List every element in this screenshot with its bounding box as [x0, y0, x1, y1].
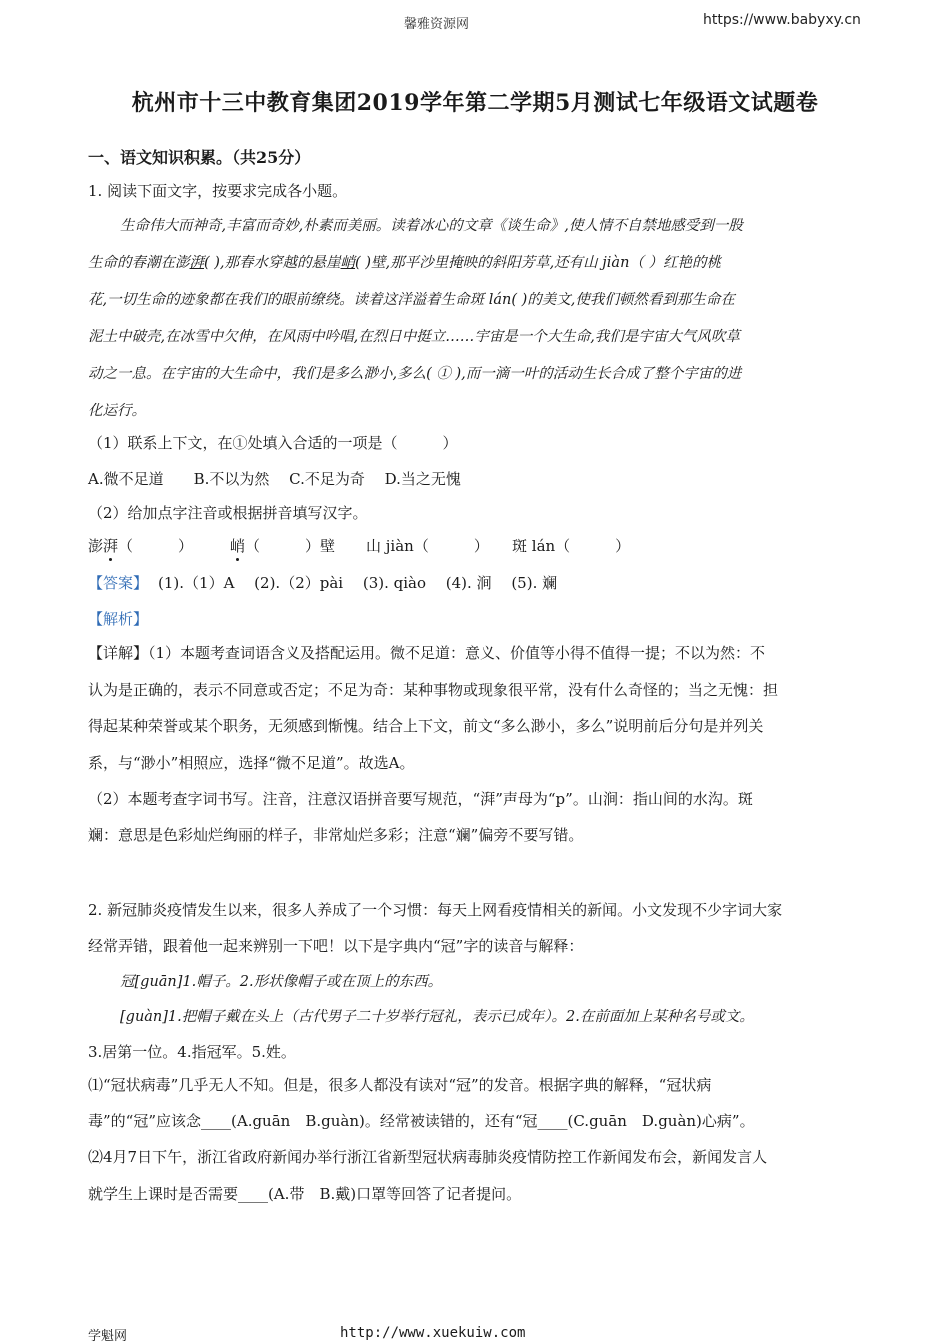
dotted-char: 湃 [103, 537, 119, 555]
section-heading: 一、语文知识积累。（共25分） [88, 148, 311, 167]
exam-title: 杭州市十三中教育集团2019学年第二学期5月测试七年级语文试题卷 [131, 90, 819, 116]
fill-blank: （ ）壁 [245, 537, 336, 555]
underlined-char: 峭 [340, 255, 356, 271]
q2-line: 经常弄错，跟着他一起来辨别一下吧！以下是字典内“冠”字的读音与解释： [88, 937, 584, 955]
dict-entry: 冠[guān]1.帽子。2.形状像帽子或在顶上的东西。 [120, 974, 443, 990]
dotted-char: 峭 [230, 537, 246, 555]
passage-line: 动之一息。在宇宙的大生命中，我们是多么渺小,多么( ① ),而一滴一叶的活动生长合成了整个宇宙的进 [88, 366, 742, 382]
q2-sub1: ⑴“冠状病毒”几乎无人不知。但是，很多人都没有读对“冠”的发音。根据字典的解释，“冠状病 [88, 1076, 712, 1094]
passage-text: ( )壁,那平沙里掩映的斜阳芳草,还有山 jiàn（ ）红艳的桃 [355, 255, 722, 271]
q1-stem: 1. 阅读下面文字，按要求完成各小题。 [88, 182, 348, 200]
header-site-name: 馨雅资源网 [404, 17, 470, 32]
passage-line: 泥土中破壳,在冰雪中欠伸，在风雨中吟唱,在烈日中挺立……宇宙是一个大生命,我们是宇宙大气风吹草 [88, 329, 740, 345]
fill-item-qiao [230, 535, 335, 556]
answer-row [88, 572, 557, 593]
detail-line: 斓：意思是色彩灿烂绚丽的样子，非常灿烂多彩；注意“斓”偏旁不要写错。 [88, 826, 584, 844]
q1-options: A.微不足道 B.不以为然 C.不足为奇 D.当之无愧 [88, 470, 461, 488]
q2-line: 2. 新冠肺炎疫情发生以来，很多人养成了一个习惯：每天上网看疫情相关的新闻。小文发现不少字词大家 [88, 901, 783, 919]
detail-line: 认为是正确的，表示不同意或否定；不足为奇：某种事物或现象很平常，没有什么奇怪的；当之无愧：担 [88, 681, 779, 699]
passage-line: 花,一切生命的迹象都在我们的眼前缭绕。读着这洋溢着生命斑 lán( )的美文,使我们顿然看到那生命在 [88, 292, 735, 308]
q2-sub2: 就学生上课时是否需要____(A.带 B.戴)口罩等回答了记者提问。 [88, 1185, 522, 1203]
footer-site-name: 学魁网 [88, 1329, 128, 1344]
passage-line [88, 251, 721, 272]
passage-text: ( ),那春水穿越的悬崖 [204, 255, 341, 271]
answer-label: 【答案】 [88, 574, 149, 592]
detail-line: 得起某种荣誉或某个职务，无须感到惭愧。结合上下文，前文“多么渺小，多么”说明前后分句是并列关 [88, 717, 764, 735]
analysis-label: 【解析】 [88, 610, 149, 628]
underlined-char: 湃 [189, 255, 204, 271]
fill-blank: （ ） [118, 537, 194, 555]
answer-text: (1).（1）A (2).（2）pài (3). qiào (4). 涧 (5). 斓 [158, 574, 558, 592]
fill-char: 澎 [88, 537, 104, 555]
dict-entry-cont: 3.居第一位。4.指冠军。5.姓。 [88, 1043, 296, 1061]
q2-sub1: 毒”的“冠”应该念____(A.guān B.guàn)。经常被读错的，还有“冠____(C.guān D.guàn)心病”。 [88, 1112, 755, 1130]
passage-line: 生命伟大而神奇,丰富而奇妙,朴素而美丽。读着冰心的文章《谈生命》,使人情不自禁地感受到一股 [120, 218, 743, 234]
q2-sub2: ⑵4月7日下午，浙江省政府新闻办举行浙江省新型冠状病毒肺炎疫情防控工作新闻发布会，新闻发言人 [88, 1148, 768, 1166]
passage-text: 生命的春潮在澎 [88, 255, 190, 271]
dict-entry: [guàn]1.把帽子戴在头上（古代男子二十岁举行冠礼，表示已成年）。2.在前面加上某种名号或文。 [120, 1009, 754, 1025]
detail-line: 【详解】（1）本题考查词语含义及搭配运用。微不足道：意义、价值等小得不值得一提；不以为然：不 [88, 644, 766, 662]
detail-line: 系，与“渺小”相照应，选择“微不足道”。故选A。 [88, 754, 415, 772]
passage-line: 化运行。 [88, 403, 146, 419]
q1-sub2: （2）给加点字注音或根据拼音填写汉字。 [88, 504, 368, 522]
fill-item-lan: 斑 lán（ ） [512, 537, 631, 555]
q1-sub1: （1）联系上下文，在①处填入合适的一项是（ ） [88, 434, 458, 452]
fill-item-jian: 山 jiàn（ ） [366, 537, 489, 555]
detail-line: （2）本题考查字词书写。注音，注意汉语拼音要写规范，“湃”声母为“p”。山涧：指山间的水沟。斑 [88, 790, 753, 808]
fill-item-pengpai [88, 535, 193, 556]
footer-url[interactable]: http://www.xuekuiw.com [340, 1325, 526, 1341]
header-site-url[interactable]: https://www.babyxy.cn [703, 12, 861, 28]
